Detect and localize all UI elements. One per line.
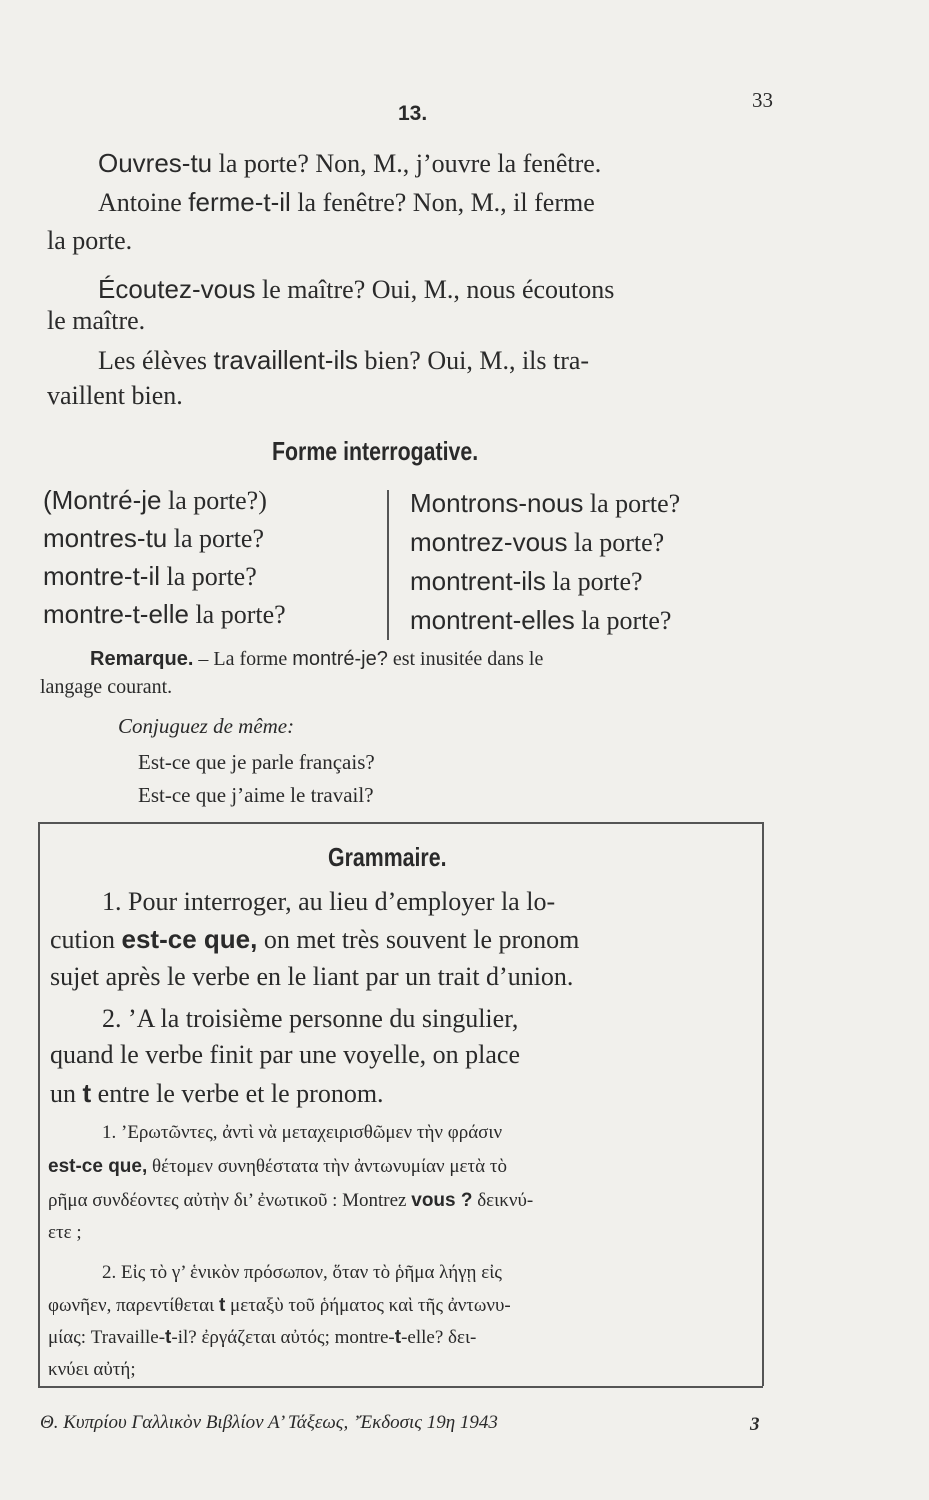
sentence-4-rest: bien? Oui, M., ils tra-: [358, 346, 590, 375]
conjuguez-title: Conjuguez de même:: [118, 714, 295, 738]
box-bottom-border: [38, 1386, 763, 1388]
conj-verb: Montrons-nous: [410, 488, 584, 518]
conj-rest: la porte?: [160, 562, 257, 591]
signature-number: 3: [750, 1414, 760, 1435]
rule-2-line-2: quand le verbe finit par une voyelle, on place: [50, 1040, 520, 1069]
conj-verb: montres-tu: [43, 523, 168, 553]
greek-text: φωνῆεν, παρεντίθεται: [48, 1295, 219, 1316]
remarque-continued: langage courant.: [40, 676, 173, 698]
sentence-2-rest: la fenêtre? Non, M., il ferme: [290, 188, 595, 217]
remarque-dash: – La forme: [193, 648, 293, 670]
conjuguez-example-1: Est-ce que je parle français?: [138, 750, 375, 774]
term-t: t: [165, 1327, 172, 1348]
remarque-label: Remarque.: [90, 648, 194, 670]
term-vous: vous ?: [411, 1190, 473, 1211]
sentence-2-continued: la porte.: [47, 226, 133, 255]
greek-1-line-2: [48, 1156, 507, 1178]
box-top-border: [38, 822, 763, 824]
conj-rest: la porte?: [188, 600, 286, 629]
conj-verb: montrent-ils: [410, 566, 546, 596]
rule-2-line-3: [50, 1078, 384, 1109]
sentence-4-continued: vaillent bien.: [47, 381, 183, 410]
rule-2-text: entre le verbe et le pronom.: [91, 1079, 384, 1108]
greek-text: μίας: Travaille-: [48, 1327, 166, 1348]
greek-text: ρῆμα συνδέοντες αὐτὴν δι’ ἐνωτικοῦ : Montrez: [48, 1190, 412, 1211]
term-t: t: [218, 1295, 226, 1316]
greek-text: -elle? δει-: [401, 1327, 477, 1348]
sentence-2: [98, 187, 595, 218]
chapter-number: 13.: [398, 102, 428, 125]
rule-2-line-1: 2. ʼA la troisième personne du singulier,: [102, 1004, 519, 1033]
conjugation-right-4: [410, 605, 671, 636]
greek-2-line-4: κνύει αὐτή;: [48, 1359, 136, 1380]
conjugation-left-4: [43, 599, 286, 630]
page-number: 33: [752, 88, 773, 112]
greek-text: θέτομεν συνηθέστατα τὴν ἀντωνυμίαν μετὰ τὸ: [147, 1156, 507, 1177]
sentence-3-rest: le maître? Oui, M., nous écoutons: [255, 275, 615, 304]
remarque: [90, 648, 543, 671]
term-est-ce-que: est-ce que,: [121, 924, 258, 954]
sentence-3: [98, 274, 614, 305]
term-est-ce-que-greek: est-ce que,: [48, 1156, 148, 1177]
sentence-1-rest: la porte? Non, M., j’ouvre la fenêtre.: [212, 149, 602, 178]
conj-rest: la porte?: [545, 567, 643, 596]
conjugation-right-3: [410, 566, 643, 597]
grammaire-heading: Grammaire.: [328, 842, 447, 872]
greek-1-line-4: ετε ;: [48, 1222, 82, 1243]
conj-rest: la porte?: [567, 528, 665, 557]
greek-2-line-2: [48, 1295, 511, 1317]
conjugation-left-3: [43, 561, 257, 592]
forme-interrogative-heading: Forme interrogative.: [272, 436, 479, 466]
conj-rest: la porte?: [167, 524, 264, 553]
verb-ouvres-tu: Ouvres-tu: [98, 148, 213, 178]
rule-2-text: un: [50, 1079, 83, 1108]
rule-1-line-1: 1. Pour interroger, au lieu d’employer la lo-: [102, 887, 556, 916]
rule-1-text: cution: [50, 925, 122, 954]
conjugation-right-2: [410, 527, 664, 558]
sentence-3-continued: le maître.: [47, 306, 146, 335]
verb-ecoutez-vous: Écoutez-vous: [98, 274, 256, 304]
rule-1-line-2: [50, 924, 579, 955]
term-t: t: [394, 1327, 402, 1348]
rule-1-line-3: sujet après le verbe en le liant par un trait d’union.: [50, 962, 574, 991]
conj-verb: montrent-elles: [410, 605, 575, 635]
conj-rest: la porte?: [574, 606, 672, 635]
footer-imprint: Θ. Κυπρίου Γαλλικὸν Βιβλίον Α’ Τάξεως, ʼΈκδοσις 19η 1943: [40, 1412, 498, 1433]
greek-2-line-1: 2. Εἰς τὸ γ’ ἑνικὸν πρόσωπον, ὅταν τὸ ῥῆμα λήγῃ εἰς: [102, 1262, 502, 1283]
sentence-4-start: Les élèves: [98, 346, 214, 375]
greek-1-line-1: 1. ʼΕρωτῶντες, ἀντὶ νὰ μεταχειρισθῶμεν τὴν φράσιν: [102, 1122, 503, 1143]
greek-2-line-3: [48, 1327, 476, 1349]
verb-travaillent-ils: travaillent-ils: [213, 345, 359, 375]
conj-verb: montre-t-elle: [43, 599, 189, 629]
column-divider: [387, 490, 389, 640]
greek-text: μεταξὺ τοῦ ῥήματος καὶ τῆς ἀντωνυ-: [225, 1295, 511, 1316]
remarque-term: montré-je?: [292, 648, 388, 670]
conj-rest: la porte?): [161, 486, 267, 515]
box-left-border: [38, 822, 40, 1386]
conj-verb: montrez-vous: [410, 527, 568, 557]
conj-verb: montre-t-il: [43, 561, 161, 591]
greek-text: -il? ἐργάζεται αὐτός; montre-: [171, 1327, 395, 1348]
sentence-2-start: Antoine: [98, 188, 189, 217]
greek-text: δεικνύ-: [472, 1190, 534, 1211]
box-right-border: [762, 822, 764, 1386]
term-t: t: [82, 1078, 92, 1108]
verb-ferme-t-il: ferme-t-il: [188, 187, 291, 217]
conjugation-left-2: [43, 523, 264, 554]
conj-rest: la porte?: [583, 489, 681, 518]
sentence-1: [98, 148, 601, 179]
remarque-rest: est inusitée dans le: [387, 648, 544, 670]
conjugation-left-1: [43, 485, 267, 516]
conjugation-right-1: [410, 488, 680, 519]
conj-verb: (Montré-je: [43, 485, 162, 515]
greek-1-line-3: [48, 1190, 533, 1212]
conjuguez-example-2: Est-ce que j’aime le travail?: [138, 783, 374, 807]
sentence-4: [98, 345, 589, 376]
rule-1-text: on met très souvent le pronom: [257, 925, 580, 954]
